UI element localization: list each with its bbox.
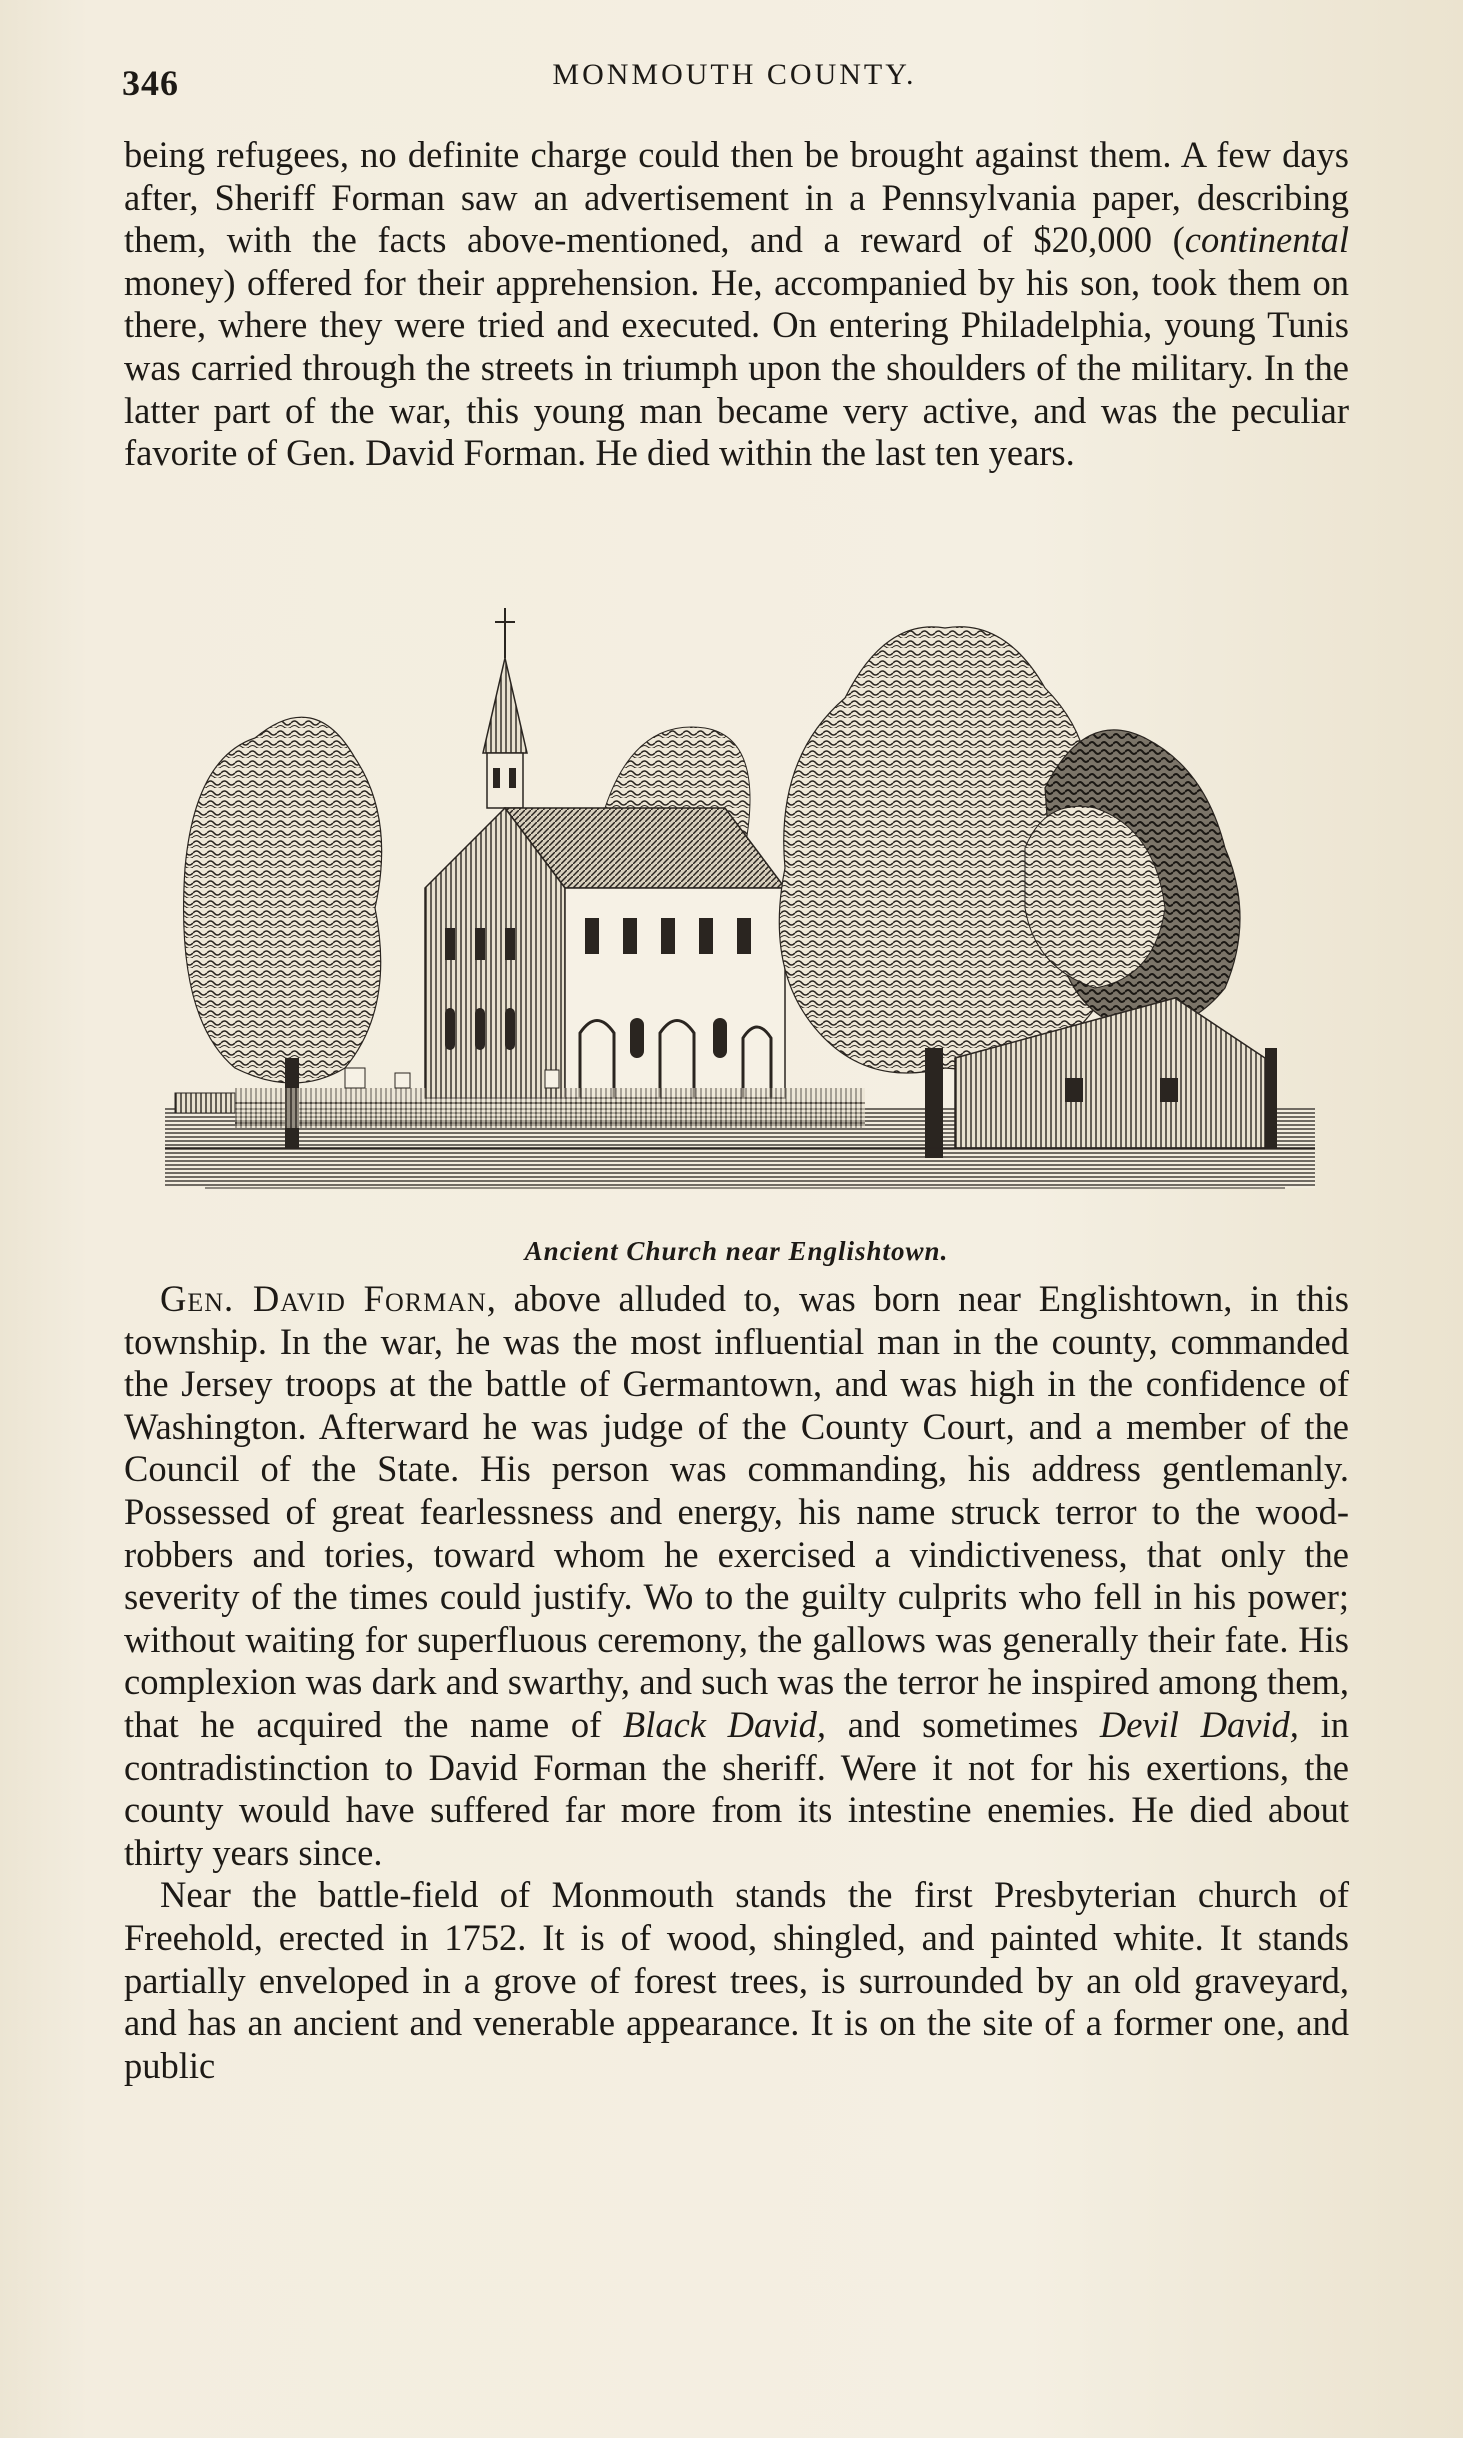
church-engraving [165, 588, 1315, 1218]
small-caps-name: Gen. David [160, 1278, 346, 1319]
paragraph-text [346, 1278, 364, 1319]
page-header [122, 52, 1347, 108]
italic-nickname: Devil David, [1099, 1703, 1299, 1745]
paragraph-continuation [124, 134, 1349, 475]
small-caps-name: Forman [363, 1278, 487, 1319]
text-block-top [124, 134, 1349, 475]
figure-caption: Ancient Church near Englishtown. [524, 1236, 949, 1266]
paragraph-text: in contradistinction to David Forman the sheriff. Were it not for his exertions, the county would have suffered far more from its intestine enemies. He died about thirty years since. [124, 1703, 1349, 1873]
paragraph-text: , above alluded to, was born near Englishtown, in this township. In the war, he was the most influential man in the county, commanded the Jersey troops at the battle of Germantown, and was high in the confidence of Washington. Afterward he was judge of the County Court, and a member of the Council of the State. His person was commanding, his address gentlemanly. Possessed of great fearlessness and energy, his name struck terror to the wood-robbers and tories, toward whom he exercised a vindictiveness, that only the severity of the times could justify. Wo to the guilty culprits who fell in his power; without waiting for superfluous ceremony, the gallows was generally their fate. His complexion was dark and swarthy, and such was the terror he inspired among them, that he acquired the name of [124, 1278, 1350, 1745]
paragraph-text: being refugees, no definite charge could then be brought against them. A few days after, Sheriff Forman saw an advertisement in a Pennsylvania paper, describing them, with the facts above-mentioned, and a reward of $20,000 ( [124, 134, 1349, 261]
page-number: 346 [122, 63, 179, 103]
paragraph-church: Near the battle-field of Monmouth stands the first Presbyterian church of Freehold, erected in 1752. It is of wood, shingled, and painted white. It stands partially enveloped in a grove of forest trees, is surrounded by an old graveyard, and has an ancient and venerable appearance. It is on the site of a former one, and public [124, 1874, 1349, 2086]
italic-term: continental [1184, 219, 1349, 261]
italic-nickname: Black David, [622, 1703, 827, 1745]
paragraph-forman [124, 1278, 1349, 1874]
text-block-bottom [124, 1278, 1349, 2087]
running-head: MONMOUTH COUNTY. [552, 58, 917, 91]
paragraph-text: and sometimes [826, 1703, 1100, 1745]
paragraph-text: money) offered for their apprehension. He, accompanied by his son, took them on there, where they were tried and executed. On entering Philadelphia, young Tunis was carried through the streets in triumph upon the shoulders of the military. In the latter part of the war, this young man became very active, and was the peculiar favorite of Gen. David Forman. He died within the last ten years. [124, 261, 1349, 474]
church-building [425, 608, 785, 1098]
